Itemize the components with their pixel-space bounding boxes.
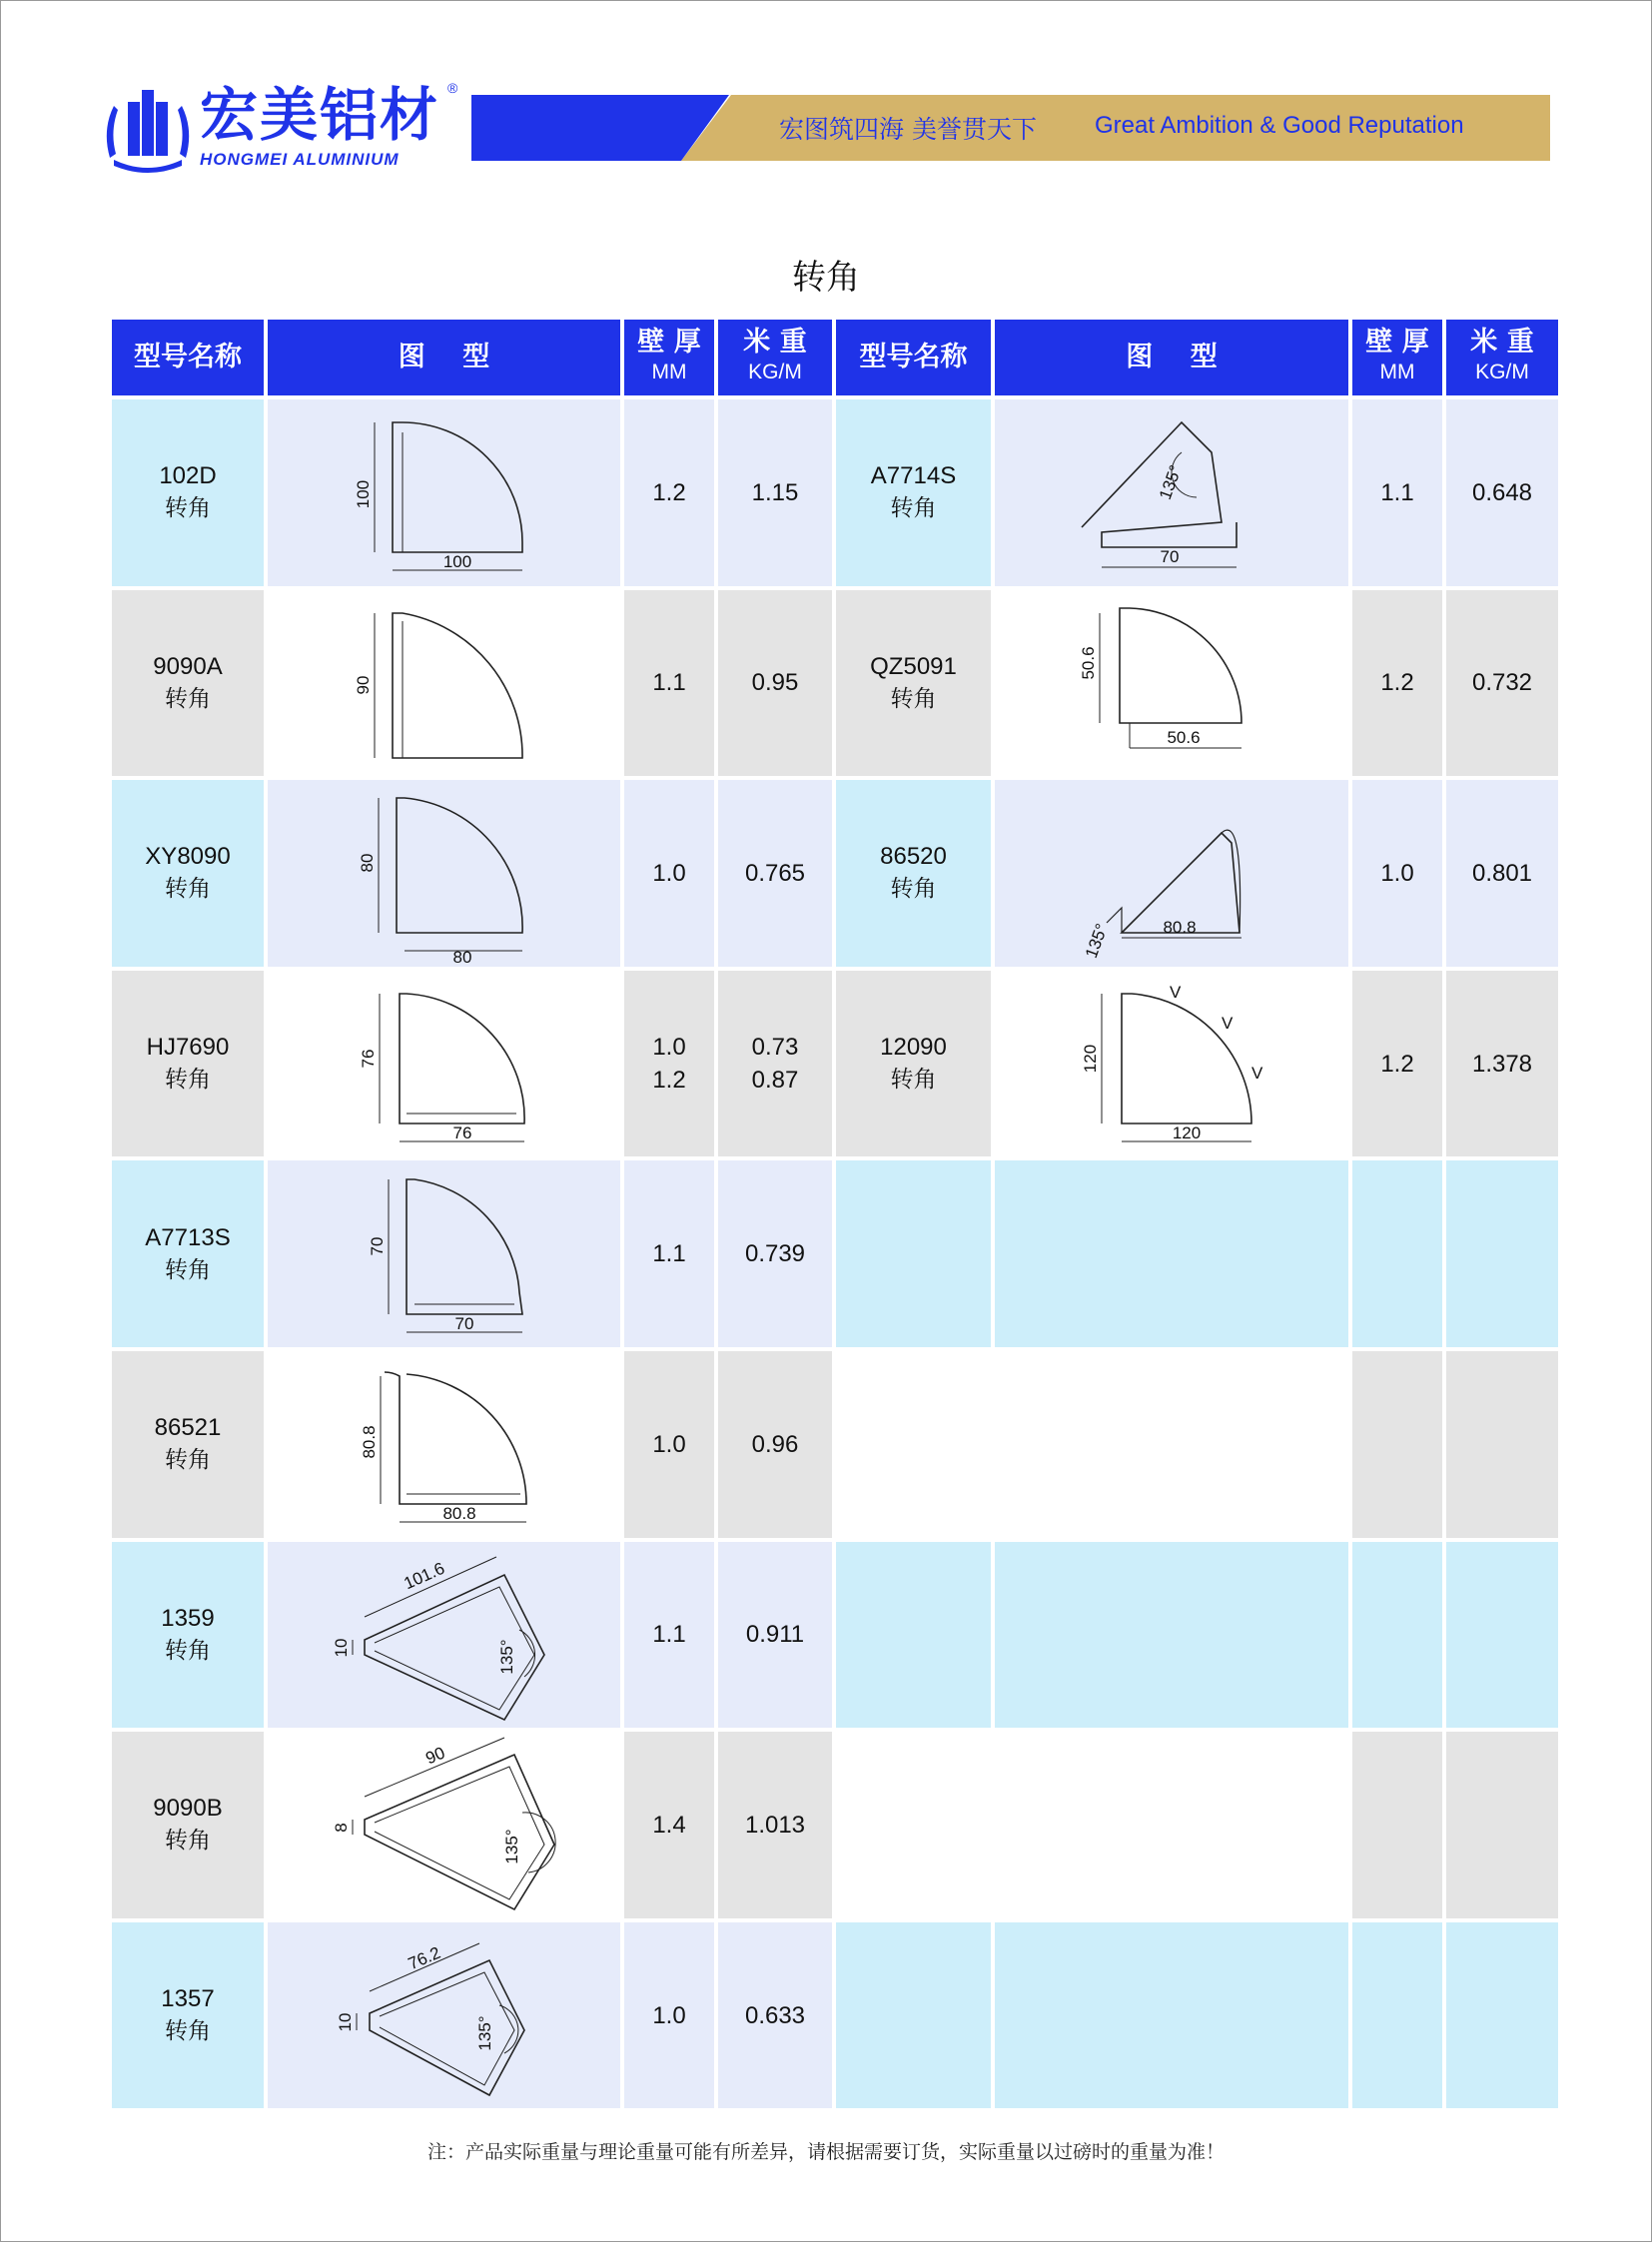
svg-text:100: 100	[442, 552, 471, 572]
header-weight: 米 重 KG/M	[1446, 320, 1558, 395]
svg-text:135°: 135°	[496, 1639, 516, 1675]
brand-name-en: HONGMEI ALUMINIUM	[200, 150, 400, 169]
slogan-en: Great Ambition & Good Reputation	[1095, 112, 1464, 139]
empty-cell	[1352, 1351, 1442, 1538]
svg-text:V: V	[1222, 1014, 1234, 1034]
header-figure: 图 型	[268, 320, 620, 395]
page-title: 转角	[792, 258, 860, 298]
weight-cell: 0.739	[718, 1160, 832, 1347]
brand-name-cn: 宏美铝材	[200, 81, 440, 149]
empty-cell	[1446, 1922, 1558, 2109]
empty-cell	[1446, 1542, 1558, 1729]
svg-text:76: 76	[452, 1123, 471, 1143]
model-cell: QZ5091 转角	[836, 590, 991, 777]
profile-figure	[995, 780, 1348, 967]
svg-text:8: 8	[331, 1823, 351, 1834]
thickness-cell: 1.2	[624, 399, 714, 586]
slogan-cn: 宏图筑四海 美誉贯天下	[779, 115, 1037, 144]
weight-cell: 0.911	[718, 1542, 832, 1729]
model-cell: 1359 转角	[112, 1542, 264, 1729]
svg-text:135°: 135°	[1155, 462, 1186, 503]
model-cell: XY8090 转角	[112, 780, 264, 967]
header-model: 型号名称	[112, 320, 264, 395]
empty-cell	[1352, 1160, 1442, 1347]
empty-cell	[995, 1922, 1348, 2109]
empty-cell	[995, 1351, 1348, 1538]
model-cell: 102D 转角	[112, 399, 264, 586]
empty-cell	[995, 1160, 1348, 1347]
svg-text:80.8: 80.8	[441, 1504, 476, 1524]
thickness-cell: 1.1	[624, 1160, 714, 1347]
svg-text:V: V	[1170, 983, 1182, 1003]
svg-text:V: V	[1251, 1064, 1263, 1084]
thickness-cell: 1.1	[1352, 399, 1442, 586]
weight-cell: 0.95	[718, 590, 832, 777]
svg-text:76.2: 76.2	[405, 1942, 443, 1974]
model-cell: 1357 转角	[112, 1922, 264, 2109]
profile-table	[112, 320, 1540, 2093]
weight-cell: 1.15	[718, 399, 832, 586]
thickness-cell: 1.2	[1352, 971, 1442, 1157]
svg-text:135°: 135°	[474, 2015, 494, 2051]
svg-text:120: 120	[1172, 1123, 1202, 1143]
profile-figure	[268, 590, 620, 777]
empty-cell	[836, 1732, 991, 1918]
thickness-cell: 1.0	[624, 1351, 714, 1538]
thickness-cell: 1.0	[1352, 780, 1442, 967]
model-cell: 12090 转角	[836, 971, 991, 1157]
model-cell: HJ7690 转角	[112, 971, 264, 1157]
header-model: 型号名称	[836, 320, 991, 395]
header-thickness: 壁 厚 MM	[1352, 320, 1442, 395]
weight-cell: 1.378	[1446, 971, 1558, 1157]
svg-text:50.6: 50.6	[1167, 727, 1201, 747]
svg-text:70: 70	[367, 1236, 387, 1256]
thickness-cell: 1.1	[624, 1542, 714, 1729]
svg-text:70: 70	[1160, 547, 1180, 567]
model-cell: 9090A 转角	[112, 590, 264, 777]
empty-cell	[836, 1351, 991, 1538]
model-cell: 86520 转角	[836, 780, 991, 967]
weight-cell: 0.765	[718, 780, 832, 967]
empty-cell	[1446, 1732, 1558, 1918]
thickness-cell: 1.0	[624, 780, 714, 967]
empty-cell	[836, 1922, 991, 2109]
svg-text:100: 100	[353, 480, 373, 509]
profile-figure	[995, 971, 1348, 1157]
thickness-cell: 1.0 1.2	[624, 971, 714, 1157]
thickness-cell: 1.0	[624, 1922, 714, 2109]
svg-text:101.6: 101.6	[400, 1558, 447, 1594]
profile-figure	[995, 590, 1348, 777]
svg-text:135°: 135°	[501, 1829, 521, 1866]
model-cell: 86521 转角	[112, 1351, 264, 1538]
empty-cell	[1352, 1922, 1442, 2109]
header-figure: 图 型	[995, 320, 1348, 395]
weight-cell: 0.648	[1446, 399, 1558, 586]
svg-text:135°: 135°	[1081, 921, 1112, 962]
registered-mark: ®	[447, 80, 458, 96]
profile-figure	[268, 1160, 620, 1347]
svg-text:10: 10	[331, 1638, 351, 1658]
empty-cell	[1352, 1542, 1442, 1729]
svg-text:90: 90	[353, 675, 373, 695]
weight-cell: 0.633	[718, 1922, 832, 2109]
svg-text:80: 80	[452, 948, 471, 964]
thickness-cell: 1.2	[1352, 590, 1442, 777]
profile-figure	[995, 399, 1348, 586]
weight-cell: 1.013	[718, 1732, 832, 1918]
weight-cell: 0.732	[1446, 590, 1558, 777]
svg-text:10: 10	[335, 2012, 355, 2032]
empty-cell	[995, 1542, 1348, 1729]
empty-cell	[1352, 1732, 1442, 1918]
thickness-cell: 1.4	[624, 1732, 714, 1918]
profile-figure	[268, 1542, 620, 1729]
profile-figure	[268, 780, 620, 967]
svg-text:80.8: 80.8	[1163, 918, 1197, 938]
svg-text:80: 80	[357, 854, 377, 873]
empty-cell	[1446, 1160, 1558, 1347]
empty-cell	[836, 1160, 991, 1347]
footnote: 注：产品实际重量与理论重量可能有所差异，请根据需要订货，实际重量以过磅时的重量为准！	[426, 2141, 1225, 2163]
brand-logo	[100, 80, 479, 180]
profile-figure	[268, 1732, 620, 1918]
empty-cell	[995, 1732, 1348, 1918]
profile-figure	[268, 399, 620, 586]
profile-figure	[268, 1351, 620, 1538]
profile-figure	[268, 1922, 620, 2109]
empty-cell	[836, 1542, 991, 1729]
svg-text:50.6: 50.6	[1079, 646, 1098, 680]
thickness-cell: 1.1	[624, 590, 714, 777]
empty-cell	[1446, 1351, 1558, 1538]
model-cell: A7714S 转角	[836, 399, 991, 586]
header-weight: 米 重 KG/M	[718, 320, 832, 395]
svg-text:76: 76	[358, 1049, 378, 1069]
profile-figure	[268, 971, 620, 1157]
svg-text:80.8: 80.8	[359, 1425, 379, 1459]
svg-text:90: 90	[421, 1743, 447, 1769]
weight-cell: 0.801	[1446, 780, 1558, 967]
header-thickness: 壁 厚 MM	[624, 320, 714, 395]
weight-cell: 0.73 0.87	[718, 971, 832, 1157]
building-emblem-icon	[100, 80, 196, 176]
svg-text:120: 120	[1081, 1044, 1100, 1074]
weight-cell: 0.96	[718, 1351, 832, 1538]
model-cell: 9090B 转角	[112, 1732, 264, 1918]
model-cell: A7713S 转角	[112, 1160, 264, 1347]
svg-text:70: 70	[454, 1313, 473, 1333]
